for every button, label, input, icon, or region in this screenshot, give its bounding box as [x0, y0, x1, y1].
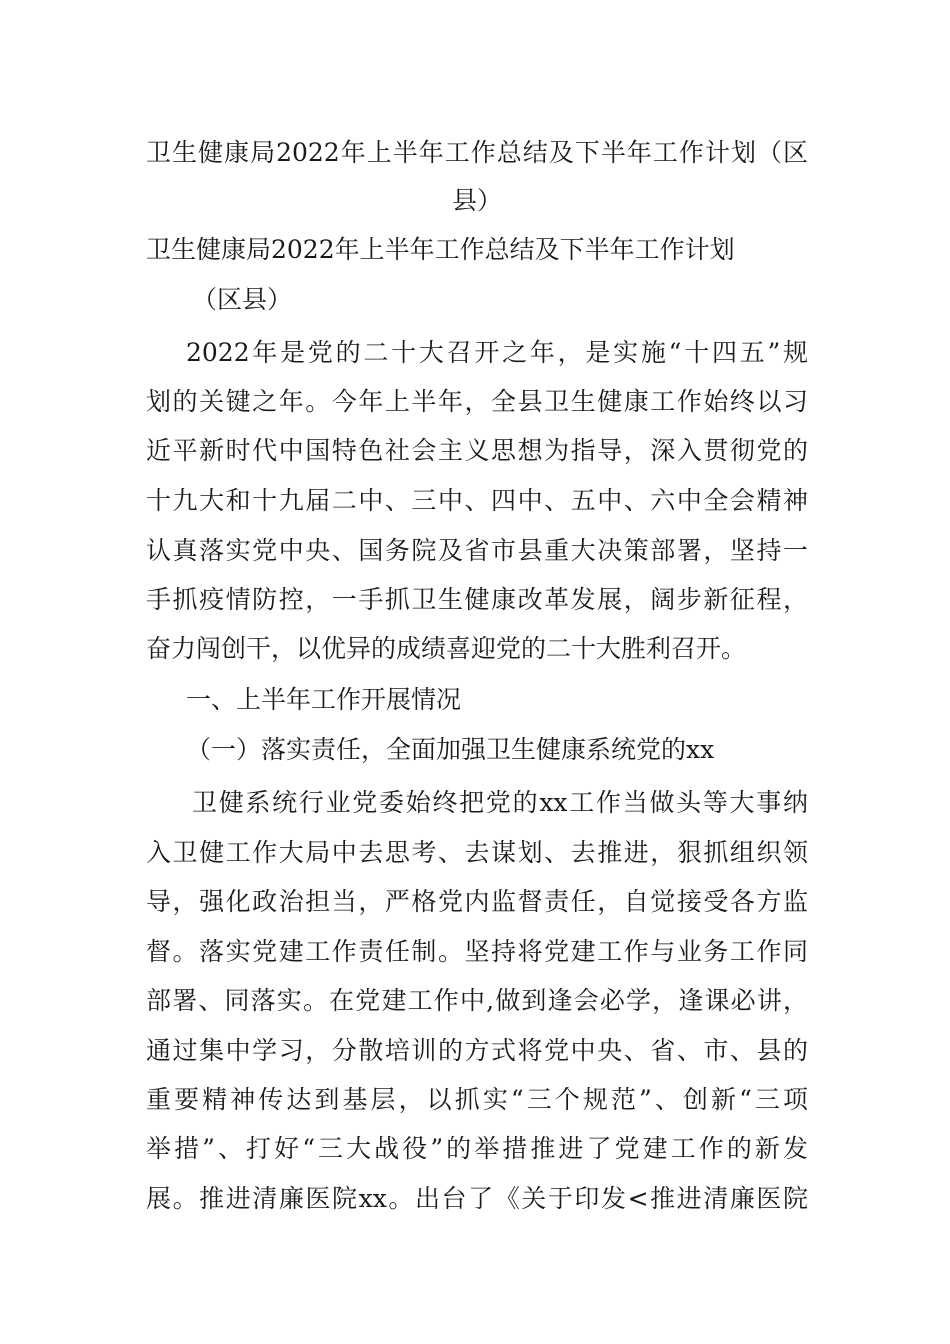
body-paragraph-line: 部署、同落实。在党建工作中,做到逢会必学，逢课必讲， — [146, 986, 808, 1015]
body-paragraph-line: 重要精神传达到基层，以抓实“三个规范”、创新“三项 — [146, 1085, 808, 1114]
body-paragraph-line: 卫健系统行业党委始终把党的xx工作当做头等大事纳 — [192, 788, 808, 817]
body-paragraph-line: 入卫健工作大局中去思考、去谋划、去推进，狠抓组织领 — [146, 838, 808, 867]
body-paragraph-line: 举措”、打好“三大战役”的举措推进了党建工作的新发 — [146, 1134, 808, 1163]
intro-paragraph-line: 奋力闯创干，以优异的成绩喜迎党的二十大胜利召开。 — [146, 634, 747, 663]
body-paragraph-line: 展。推进清廉医院xx。出台了《关于印发<推进清廉医院 — [146, 1184, 808, 1213]
intro-paragraph-line: 2022年是党的二十大召开之年，是实施“十四五”规 — [186, 338, 808, 367]
intro-paragraph-line: 划的关键之年。今年上半年，全县卫生健康工作始终以习 — [146, 387, 808, 416]
intro-paragraph-line: 十九大和十九届二中、三中、四中、五中、六中全会精神 — [146, 486, 808, 515]
subsection-heading: （一）落实责任，全面加强卫生健康系统党的xx — [186, 735, 715, 764]
document-subtitle-line-1: 卫生健康局2022年上半年工作总结及下半年工作计划 — [146, 235, 735, 264]
intro-paragraph-line: 近平新时代中国特色社会主义思想为指导，深入贯彻党的 — [146, 436, 808, 465]
document-subtitle-line-2: （区县） — [192, 285, 293, 314]
intro-paragraph-line: 手抓疫情防控，一手抓卫生健康改革发展，阔步新征程， — [146, 585, 808, 614]
body-paragraph-line: 导，强化政治担当，严格党内监督责任，自觉接受各方监 — [146, 887, 808, 916]
document-title-line-1: 卫生健康局2022年上半年工作总结及下半年工作计划（区 — [146, 138, 808, 167]
body-paragraph-line: 通过集中学习，分散培训的方式将党中央、省、市、县的 — [146, 1036, 808, 1065]
document-title-line-2: 县） — [451, 186, 502, 215]
intro-paragraph-line: 认真落实党中央、国务院及省市县重大决策部署，坚持一 — [146, 536, 808, 565]
section-heading: 一、上半年工作开展情况 — [186, 685, 462, 714]
body-paragraph-line: 督。落实党建工作责任制。坚持将党建工作与业务工作同 — [146, 937, 808, 966]
